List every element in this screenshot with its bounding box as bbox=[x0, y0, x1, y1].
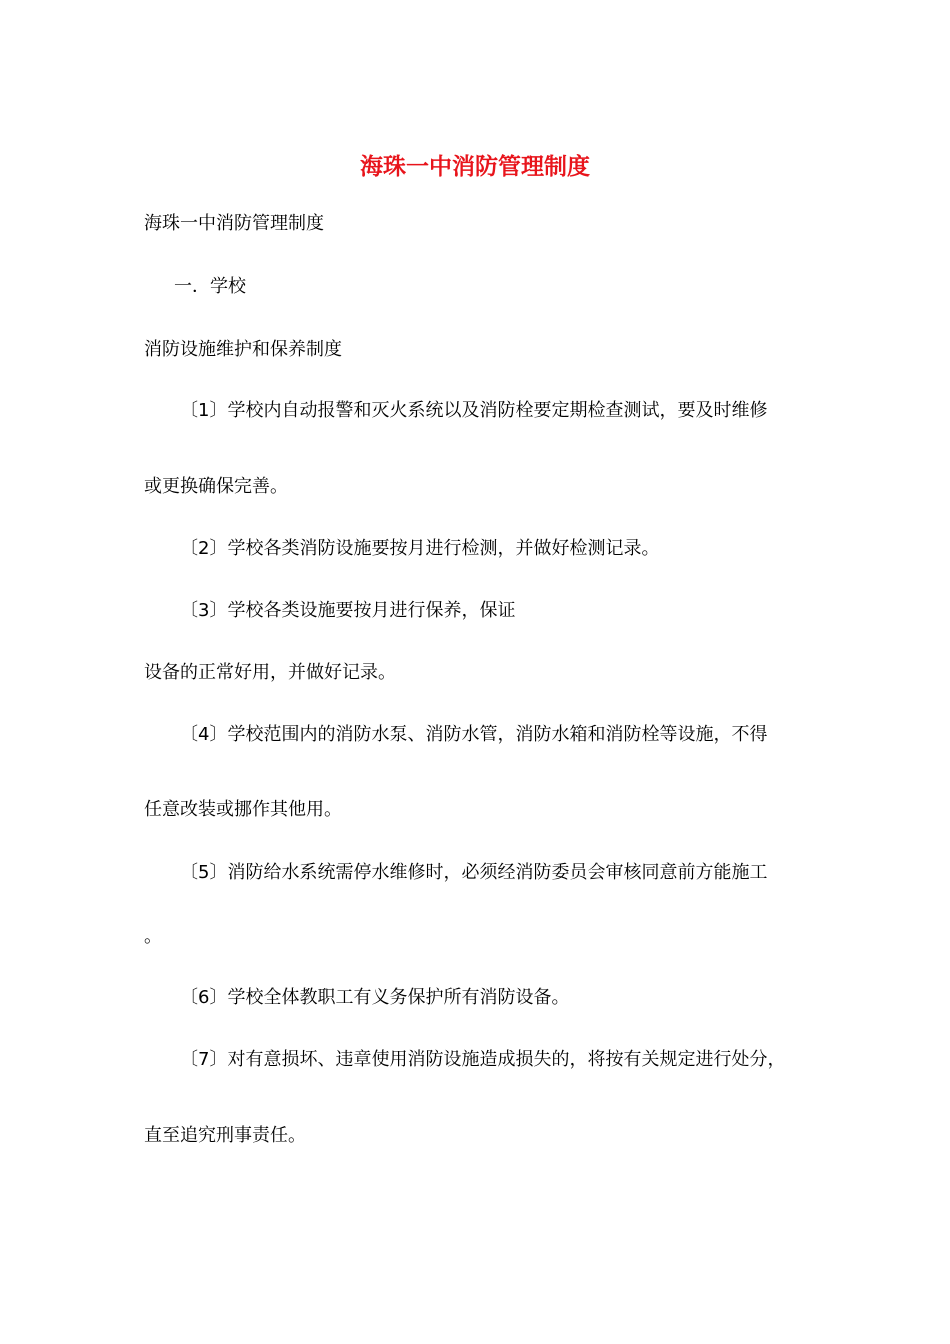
rule-1-line-1: 〔1〕学校内自动报警和灭火系统以及消防栓要定期检查测试，要及时维修 bbox=[180, 400, 768, 421]
rule-6-line-1: 〔6〕学校全体教职工有义务保护所有消防设备。 bbox=[180, 987, 570, 1008]
rule-2-line-1: 〔2〕学校各类消防设施要按月进行检测，并做好检测记录。 bbox=[180, 538, 660, 559]
section-subheading: 消防设施维护和保养制度 bbox=[144, 339, 342, 360]
document-title: 海珠一中消防管理制度 bbox=[360, 153, 590, 180]
section-heading: 一．学校 bbox=[174, 276, 246, 297]
rule-7-line-1: 〔7〕对有意损坏、违章使用消防设施造成损失的，将按有关规定进行处分， bbox=[180, 1049, 786, 1070]
rule-3-line-2: 设备的正常好用，并做好记录。 bbox=[144, 662, 396, 683]
subtitle-line: 海珠一中消防管理制度 bbox=[144, 213, 324, 234]
rule-1-line-2: 或更换确保完善。 bbox=[144, 476, 288, 497]
rule-4-line-1: 〔4〕学校范围内的消防水泵、消防水管，消防水箱和消防栓等设施，不得 bbox=[180, 724, 768, 745]
rule-4-line-2: 任意改装或挪作其他用。 bbox=[144, 799, 342, 820]
rule-5-line-1: 〔5〕消防给水系统需停水维修时，必须经消防委员会审核同意前方能施工 bbox=[180, 862, 768, 883]
rule-7-line-2: 直至追究刑事责任。 bbox=[144, 1125, 306, 1146]
rule-3-line-1: 〔3〕学校各类设施要按月进行保养，保证 bbox=[180, 600, 516, 621]
rule-5-line-2: 。 bbox=[144, 926, 162, 947]
